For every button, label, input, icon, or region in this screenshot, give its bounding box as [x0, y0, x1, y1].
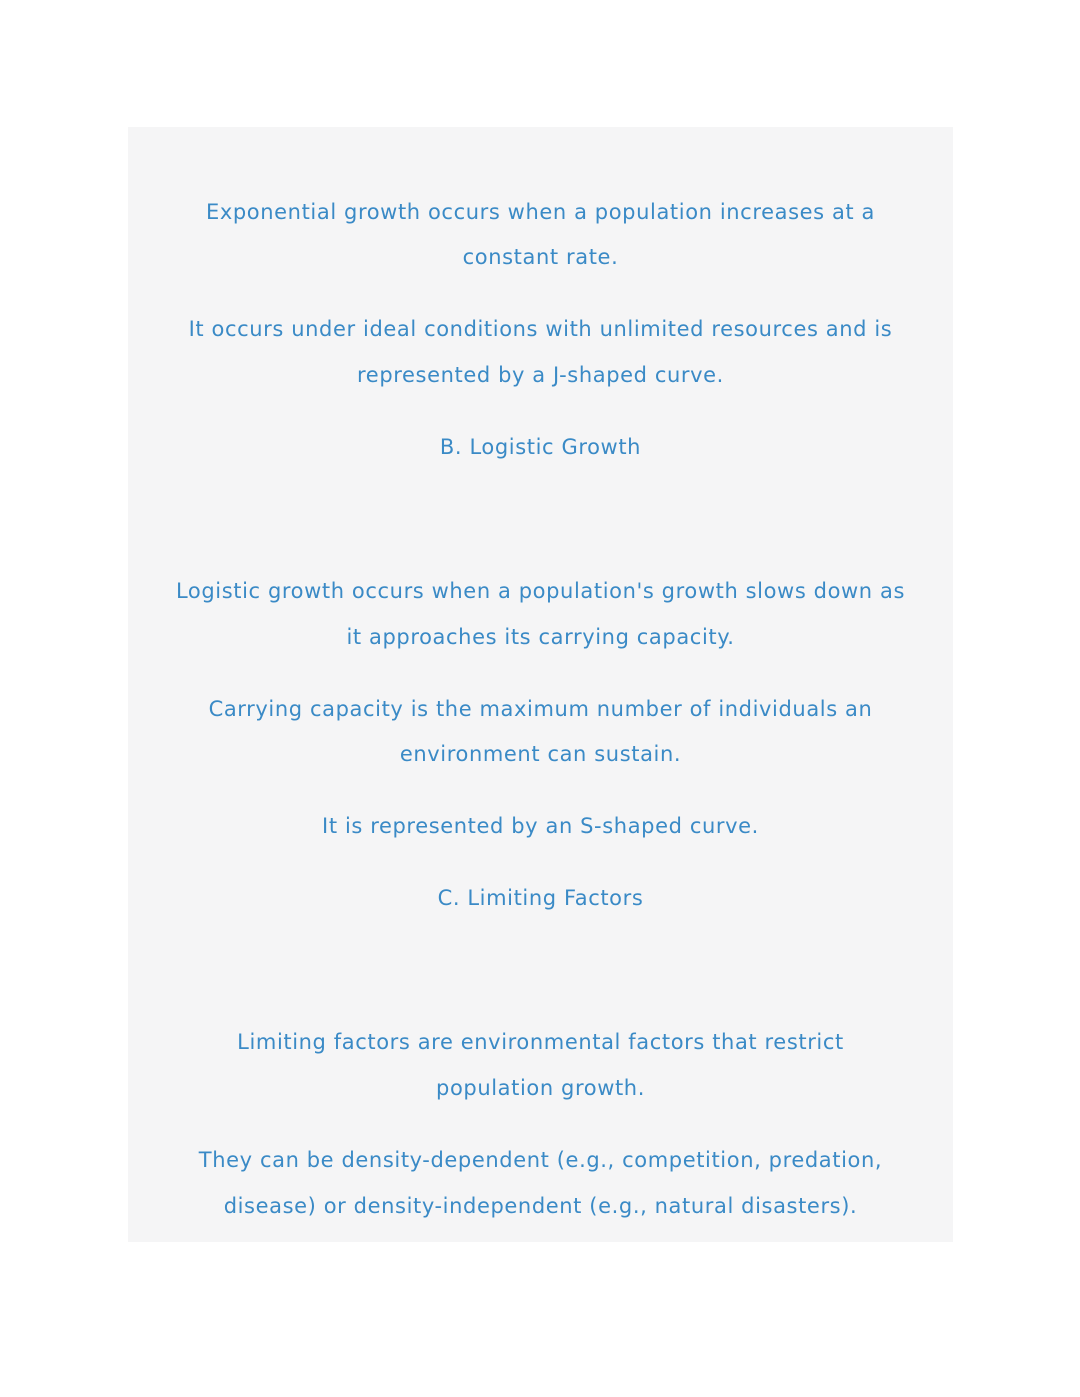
logistic-line-5: It is represented by an S-shaped curve.	[322, 814, 759, 838]
exponential-line-4: represented by a J-shaped curve.	[357, 363, 724, 387]
exponential-line-1: Exponential growth occurs when a population increases at a	[205, 200, 876, 224]
logistic-line-4: environment can sustain.	[399, 742, 682, 766]
logistic-line-3: Carrying capacity is the maximum number of individuals an	[208, 697, 873, 721]
logistic-growth-heading: B. Logistic Growth	[439, 435, 642, 459]
logistic-line-2: it approaches its carrying capacity.	[346, 625, 735, 649]
limiting-line-3: They can be density-dependent (e.g., competition, predation,	[198, 1148, 883, 1172]
logistic-line-1: Logistic growth occurs when a population's growth slows down as	[176, 579, 905, 603]
limiting-factors-heading: C. Limiting Factors	[437, 886, 644, 910]
limiting-line-4: disease) or density-independent (e.g., natural disasters).	[223, 1194, 858, 1218]
exponential-line-3: It occurs under ideal conditions with unlimited resources and is	[188, 317, 893, 341]
notes-card	[128, 127, 953, 1242]
limiting-line-1: Limiting factors are environmental factors that restrict	[237, 1030, 844, 1054]
exponential-line-2: constant rate.	[462, 245, 619, 269]
limiting-line-2: population growth.	[436, 1076, 645, 1100]
